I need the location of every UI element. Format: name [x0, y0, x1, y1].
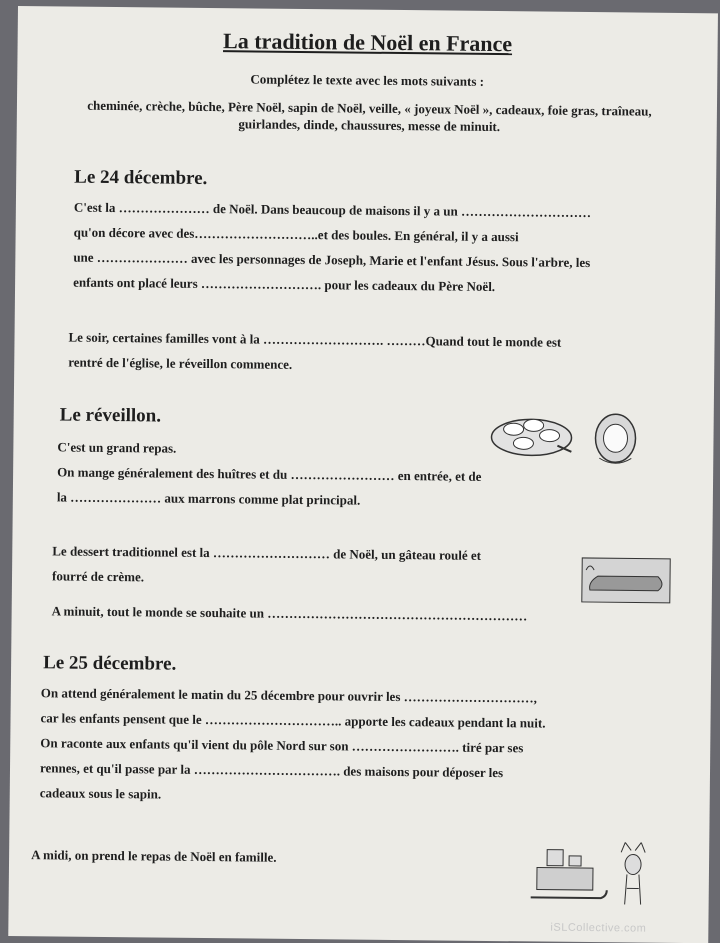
page-title: La tradition de Noël en France: [223, 28, 513, 57]
paragraph-reveillon: [57, 434, 482, 513]
gift-sleigh-icon: [529, 841, 610, 912]
word-list: cheminée, crèche, bûche, Père Noël, sapin de Noël, veille, « joyeux Noël », cadeaux, foie gras, traîneau, guirlandes, dinde, chaussures, messe de minuit.: [87, 97, 652, 135]
text-line: C'est un grand repas.: [57, 439, 177, 456]
text-line: rennes, et qu'il passe par la ……………………………. des maisons pour déposer les: [39, 760, 504, 781]
text-line: Le dessert traditionnel est la ……………………… de Noël, un gâteau roulé et: [52, 543, 482, 563]
instruction: Complétez le texte avec les mots suivants :: [250, 71, 485, 89]
heading-25-decembre: Le 25 décembre.: [43, 652, 177, 675]
text-line: On raconte aux enfants qu'il vient du pôle Nord sur son ……………………. tiré par ses: [40, 735, 524, 756]
text-line: cadeaux sous le sapin.: [39, 785, 162, 802]
oyster-platter-icon: [487, 401, 578, 462]
turkey-icon: [591, 408, 640, 468]
text-line: On attend généralement le matin du 25 décembre pour ouvrir les …………………………,: [40, 685, 538, 706]
text-line: la ………………… aux marrons comme plat principal.: [56, 489, 361, 508]
text-line: une ………………… avec les personnages de Joseph, Marie et l'enfant Jésus. Sous l'arbre, les: [73, 249, 591, 271]
text-line: car les enfants pensent que le ………………………….. apporte les cadeaux pendant la nuit.: [40, 710, 546, 731]
text-line: enfants ont placé leurs ………………………. pour les cadeaux du Père Noël.: [73, 274, 496, 295]
text-line: rentré de l'église, le réveillon commence.: [68, 354, 293, 372]
paragraph-dessert: [52, 538, 481, 592]
text-line: Le soir, certaines familles vont à la ………………………. ………Quand tout le monde est: [68, 329, 562, 350]
paragraph-messe: [68, 325, 561, 380]
heading-24-decembre: Le 24 décembre.: [74, 166, 208, 189]
paragraph-25-decembre: [40, 680, 546, 810]
text-line: C'est la ………………… de Noël. Dans beaucoup de maisons il y a un …………………………: [73, 199, 592, 221]
text-line: A minuit, tout le monde se souhaite un ……………………………………………………: [51, 603, 528, 624]
text-line: qu'on décore avec des………………………..et des boules. En général, il y a aussi: [73, 224, 519, 245]
heading-reveillon: Le réveillon.: [59, 404, 162, 427]
text-line: A midi, on prend le repas de Noël en famille.: [31, 847, 277, 865]
paragraph-midi: [31, 842, 277, 870]
watermark: iSLCollective.com: [550, 921, 647, 935]
paragraph-24-decembre: [73, 195, 591, 300]
yule-log-icon: [580, 552, 673, 605]
paragraph-minuit: [52, 598, 528, 628]
text-line: fourré de crème.: [51, 568, 145, 585]
worksheet-page: [8, 6, 718, 943]
reindeer-icon: [613, 838, 654, 910]
text-line: On mange généralement des huîtres et du …………………… en entrée, et de: [57, 464, 482, 484]
